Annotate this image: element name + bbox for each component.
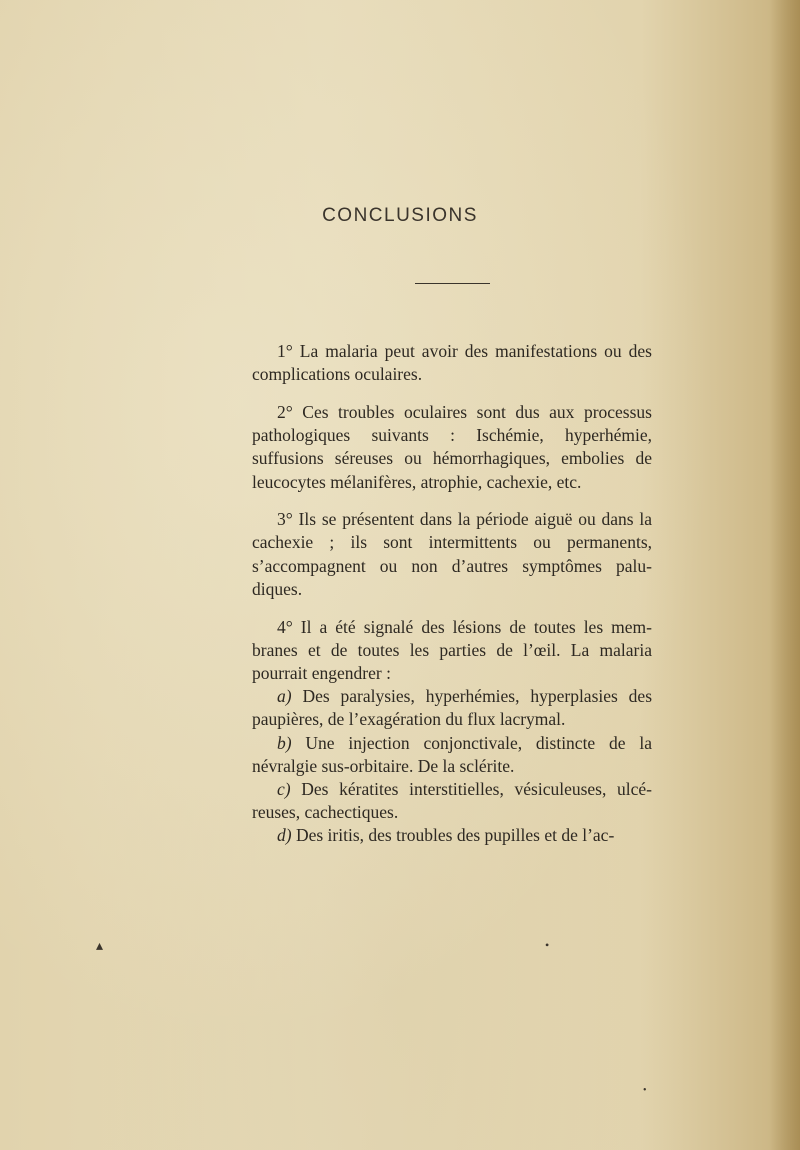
page-edge-shadow bbox=[770, 0, 800, 1150]
sub-item-d-letter: d) bbox=[277, 825, 292, 846]
sub-item-b bbox=[252, 732, 652, 778]
sub-item-b-text: Une injection conjonctivale, distincte de la névralgie sus-orbitaire. De la sclérite. bbox=[252, 732, 652, 776]
sub-item-c bbox=[252, 778, 652, 824]
paragraph-3: 3° Ils se présentent dans la période aiguë ou dans la cachexie ; ils sont intermittents ou permanents, s’accompagnent ou non d’autres symptômes palu-diques. bbox=[252, 509, 652, 599]
title-rule bbox=[415, 283, 490, 284]
conclusions-body bbox=[252, 340, 652, 848]
sub-item-a-text: Des paralysies, hyperhémies, hyperplasies des paupières, de l’exagération du flux lacrymal. bbox=[252, 686, 653, 730]
paragraph-1: 1° La malaria peut avoir des manifestations ou des complications oculaires. bbox=[252, 341, 652, 385]
paragraph-2: 2° Ces troubles oculaires sont dus aux processus pathologiques suivants : Ischémie, hyperhémie, suffusions séreuses ou hémorrhagiques, embolies de leucocytes mélanifères, atrophie, cachexie, etc. bbox=[252, 401, 652, 492]
sub-item-a-letter: a) bbox=[277, 686, 292, 707]
sub-item-d bbox=[252, 824, 652, 847]
ink-speck: ▴ bbox=[96, 939, 104, 954]
page-title: CONCLUSIONS bbox=[322, 205, 478, 226]
ink-speck: • bbox=[545, 938, 550, 952]
sub-item-d-text: Des iritis, des troubles des pupilles et de l’ac- bbox=[295, 825, 615, 846]
sub-item-a bbox=[252, 685, 652, 731]
ink-speck: • bbox=[643, 1085, 647, 1096]
paragraph-4: 4° Il a été signalé des lésions de toutes les mem-branes et de toutes les parties de l’œil. La malaria pourrait engendrer : bbox=[252, 616, 652, 683]
sub-item-c-letter: c) bbox=[277, 778, 291, 799]
sub-item-b-letter: b) bbox=[277, 732, 292, 753]
sub-item-c-text: Des kératites interstitielles, vésiculeuses, ulcé-reuses, cachectiques. bbox=[252, 778, 653, 823]
